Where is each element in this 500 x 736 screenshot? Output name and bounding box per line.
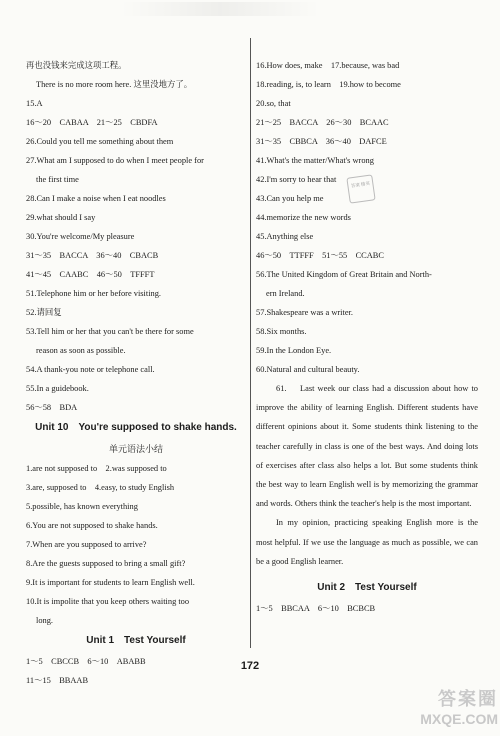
essay-number: 61.	[276, 384, 287, 393]
answer-line: 41～45 CAABC 46～50 TFFFT	[26, 270, 155, 279]
essay-paragraph-2-text: In my opinion, practicing speaking English more is the most helpful. If we use the language as much as possible, we can be a good English learner.	[256, 518, 478, 566]
answer-line: long.	[36, 616, 53, 625]
answer-line: 28.Can I make a noise when I eat noodles	[26, 194, 166, 203]
answer-line: 51.Telephone him or her before visiting.	[26, 289, 162, 298]
answer-line: 60.Natural and cultural beauty.	[256, 365, 360, 374]
answer-line: 9.It is important for students to learn English well.	[26, 578, 195, 587]
left-column	[26, 56, 246, 690]
watermark-logo-text: 答案圈	[438, 689, 498, 709]
essay-paragraph	[256, 379, 478, 513]
answer-line: 11～15 BBAAB	[26, 676, 89, 685]
answer-line: 6.You are not supposed to shake hands.	[26, 521, 158, 530]
answer-line: 41.What's the matter/What's wrong	[256, 156, 374, 165]
page-number: 172	[240, 660, 260, 672]
answer-line: 再也没钱来完成这项工程。	[26, 61, 127, 70]
unit2-heading: Unit 2 Test Yourself	[317, 582, 417, 594]
answer-line: 15.A	[26, 99, 43, 108]
unit10-heading: Unit 10 You're supposed to shake hands.	[35, 422, 237, 433]
unit10-subheading: 单元语法小结	[108, 444, 163, 454]
answer-line: 56.The United Kingdom of Great Britain and North-	[256, 270, 432, 279]
answer-line: the first time	[36, 175, 79, 184]
answer-line: 46～50 TTFFF 51～55 CCABC	[256, 251, 384, 260]
answer-line: 16.How does, make 17.because, was bad	[256, 61, 400, 70]
answer-line: 59.In the London Eye.	[256, 346, 332, 355]
answer-stamp: 答案 精英	[346, 174, 375, 203]
answer-line: 21～25 BACCA 26～30 BCAAC	[256, 118, 389, 127]
site-watermark	[408, 688, 498, 734]
essay-paragraph	[256, 513, 478, 571]
answer-line: 5.possible, has known everything	[26, 502, 138, 511]
answer-line: 1～5 CBCCB 6～10 ABABB	[26, 657, 146, 666]
right-column	[256, 56, 478, 618]
answer-line: 30.You're welcome/My pleasure	[26, 232, 135, 241]
scan-smudge	[120, 2, 320, 16]
answer-line: 43.Can you help me	[256, 194, 324, 203]
answer-line: 53.Tell him or her that you can't be there for some	[26, 327, 194, 336]
answer-line: 56～58 BDA	[26, 403, 78, 412]
unit1-heading: Unit 1 Test Yourself	[86, 635, 186, 646]
answer-line: 54.A thank-you note or telephone call.	[26, 365, 155, 374]
watermark-url: MXQE.COM	[420, 711, 498, 727]
answer-line: 52.请回复	[26, 308, 62, 317]
answer-line: 58.Six months.	[256, 327, 307, 336]
essay-answer	[256, 379, 478, 571]
answer-line: 45.Anything else	[256, 232, 314, 241]
answer-line: 8.Are the guests supposed to bring a small gift?	[26, 559, 186, 568]
answer-line: 20.so, that	[256, 99, 291, 108]
answer-line: There is no more room here. 这里没地方了。	[36, 80, 193, 89]
answer-line: 44.memorize the new words	[256, 213, 351, 222]
answer-line: 26.Could you tell me something about them	[26, 137, 174, 146]
answer-line: 1.are not supposed to 2.was supposed to	[26, 464, 167, 473]
answer-line: ern Ireland.	[266, 289, 305, 298]
answer-line: 18.reading, is, to learn 19.how to become	[256, 80, 401, 89]
answer-line: 31～35 BACCA 36～40 CBACB	[26, 251, 159, 260]
answer-line: 55.In a guidebook.	[26, 384, 89, 393]
answer-line: 10.It is impolite that you keep others waiting too	[26, 597, 190, 606]
answer-line: 31～35 CBBCA 36～40 DAFCE	[256, 137, 387, 146]
answer-line: 3.are, supposed to 4.easy, to study English	[26, 483, 175, 492]
answer-line: 7.When are you supposed to arrive?	[26, 540, 147, 549]
answer-line: 1～5 BBCAA 6～10 BCBCB	[256, 604, 376, 614]
essay-paragraph-1-text: Last week our class had a discussion about how to improve the ability of learning English. Different students have different opinions about it. Some students think listening to the teacher carefully in class is one of the best ways. And doing lots of exercises after class also helps a lot. But some students think the best way to learn English well is by memorizing the grammar and words. Others think the teacher's help is the most important.	[256, 384, 478, 509]
answer-line: 27.What am I supposed to do when I meet people for	[26, 156, 204, 165]
column-divider	[250, 38, 251, 648]
answer-line: 42.I'm sorry to hear that	[256, 175, 337, 184]
answer-line: reason as soon as possible.	[36, 346, 126, 355]
answer-line: 16～20 CABAA 21～25 CBDFA	[26, 118, 158, 127]
answer-line: 57.Shakespeare was a writer.	[256, 308, 353, 317]
answer-line: 29.what should I say	[26, 213, 96, 222]
